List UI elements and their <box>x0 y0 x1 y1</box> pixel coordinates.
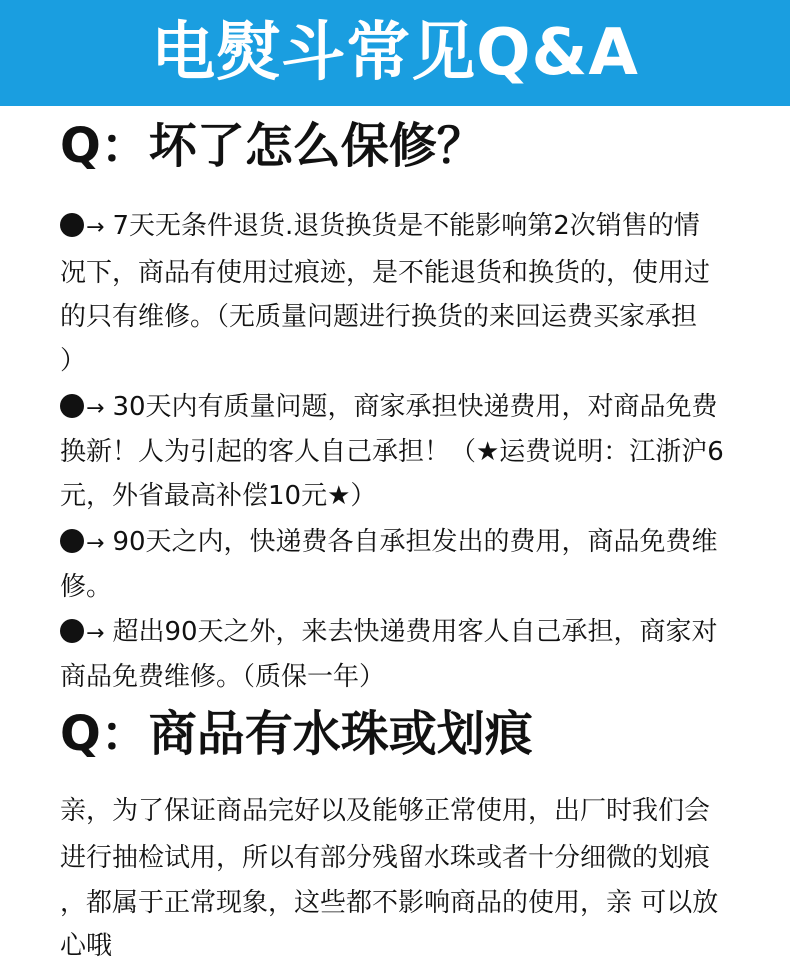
answer-line-1: 亲，为了保证商品完好以及能够正常使用，出厂时我们会 <box>60 796 711 826</box>
bullet-text: 超出90天之外，来去快递费用客人自己承担，商家对 <box>112 617 718 647</box>
black-circle-icon <box>60 619 84 643</box>
black-circle-icon <box>60 213 84 237</box>
bullet-item-2-line-1 <box>60 387 718 429</box>
black-circle-icon <box>60 529 84 553</box>
bullet-item-2-line-3: 元，外省最高补偿10元★） <box>60 481 377 511</box>
bullet-item-4-line-1 <box>60 612 718 654</box>
bullet-item-3-line-2: 修。 <box>60 572 113 602</box>
bullet-item-3-line-1 <box>60 522 718 564</box>
bullet-item-1-line-1 <box>60 206 700 248</box>
bullet-text: 90天之内，快递费各自承担发出的费用，商品免费维 <box>112 527 718 557</box>
bullet-item-4-line-2: 商品免费维修。（质保一年） <box>60 662 386 692</box>
answer-line-3: ，都属于正常现象，这些都不影响商品的使用，亲 可以放 <box>60 888 719 918</box>
bullet-item-1-line-2: 况下，商品有使用过痕迹，是不能退货和换货的，使用过 <box>60 258 711 288</box>
question-heading-water-scratch: Q：商品有水珠或划痕 <box>60 706 533 762</box>
right-arrow-icon: → <box>86 621 105 646</box>
bullet-text: 30天内有质量问题，商家承担快递费用，对商品免费 <box>112 392 718 422</box>
answer-line-2: 进行抽检试用，所以有部分残留水珠或者十分细微的划痕 <box>60 843 711 873</box>
bullet-item-1-line-4: ） <box>60 346 87 376</box>
page-title: 电熨斗常见Q&A <box>151 16 639 90</box>
answer-line-4: 心哦 <box>60 931 113 961</box>
bullet-text: 7天无条件退货.退货换货是不能影响第2次销售的情 <box>112 211 700 241</box>
bullet-item-1-line-3: 的只有维修。（无质量问题进行换货的来回运费买家承担 <box>60 302 698 332</box>
right-arrow-icon: → <box>86 396 105 421</box>
question-heading-repair: Q：坏了怎么保修？ <box>60 118 485 174</box>
right-arrow-icon: → <box>86 215 105 240</box>
bullet-item-2-line-2: 换新！人为引起的客人自己承担！（★运费说明：江浙沪6 <box>60 437 724 467</box>
right-arrow-icon: → <box>86 531 105 556</box>
black-circle-icon <box>60 394 84 418</box>
